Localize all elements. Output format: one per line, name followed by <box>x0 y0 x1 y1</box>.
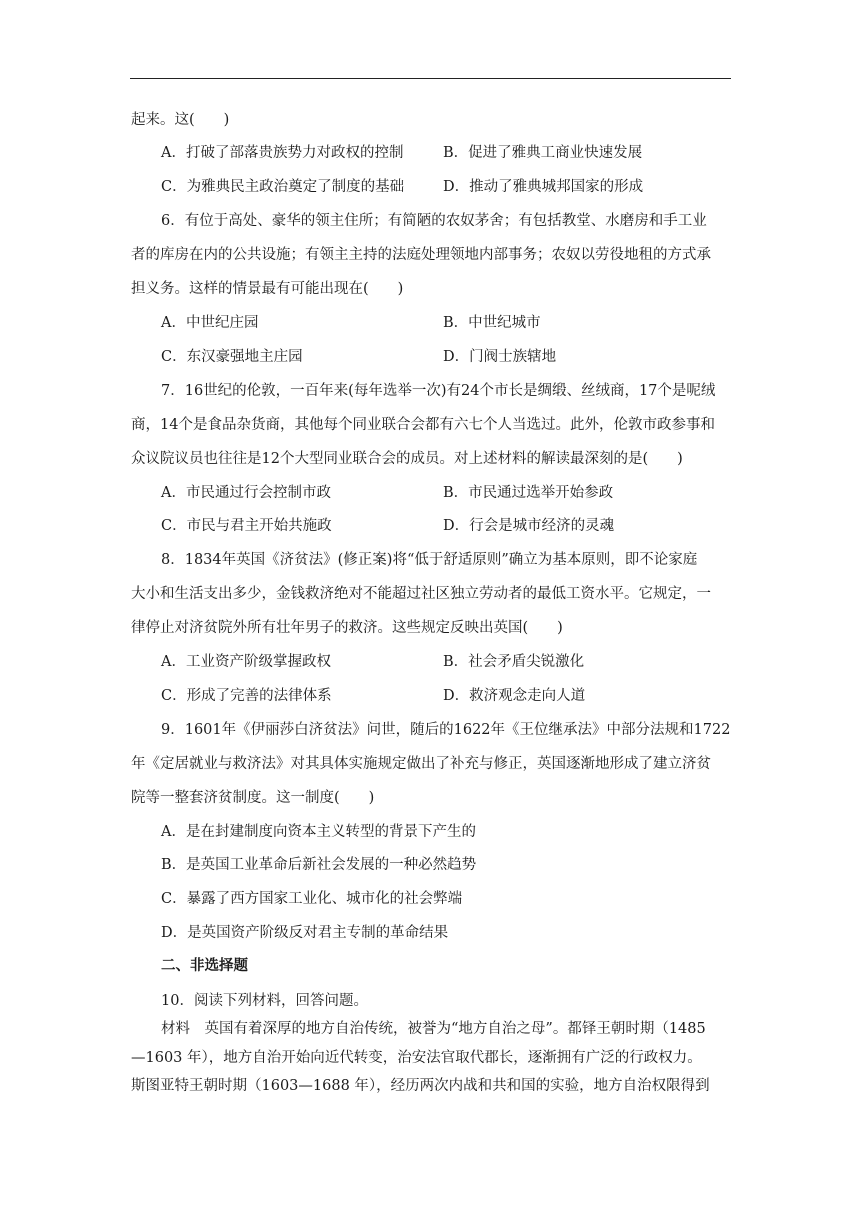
q7-option-a: A．市民通过行会控制市政 <box>161 485 331 501</box>
q9-option-c: C．暴露了西方国家工业化、城市化的社会弊端 <box>161 891 463 907</box>
q5-stem-tail: 起来。这( ) <box>131 112 230 128</box>
q10-material-line1: 材料 英国有着深厚的地方自治传统，被誉为“地方自治之母”。都铎王朝时期（1485 <box>161 1021 706 1037</box>
q6-stem-line1: 6．有位于高处、豪华的领主住所；有简陋的农奴茅舍；有包括教堂、水磨房和手工业 <box>161 213 707 229</box>
q6-stem-line2: 者的库房在内的公共设施；有领主主持的法庭处理领地内部事务；农奴以劳役地租的方式承 <box>131 247 711 263</box>
q9-stem-line3: 院等一整套济贫制度。这一制度( ) <box>131 790 375 806</box>
q7-stem-line1: 7．16世纪的伦敦，一百年来(每年选举一次)有24个市长是绸缎、丝绒商，17个是呢绒 <box>161 383 716 399</box>
q7-option-b: B．市民通过选举开始参政 <box>443 485 614 501</box>
q8-stem-line1: 8．1834年英国《济贫法》(修正案)将“低于舒适原则”确立为基本原则，即不论家庭 <box>161 552 698 568</box>
q9-stem-line1: 9．1601年《伊丽莎白济贫法》问世，随后的1622年《王位继承法》中部分法规和1722 <box>161 722 731 738</box>
q6-option-a: A．中世纪庄园 <box>161 315 259 331</box>
q5-option-d: D．推动了雅典城邦国家的形成 <box>443 179 644 195</box>
q6-option-d: D．门阀士族辖地 <box>443 349 557 365</box>
q9-option-d: D．是英国资产阶级反对君主专制的革命结果 <box>161 925 449 941</box>
q10-material-line2: —1603 年），地方自治开始向近代转变，治安法官取代郡长，逐渐拥有广泛的行政权力。 <box>131 1050 702 1066</box>
q7-stem-line2: 商，14个是食品杂货商，其他每个同业联合会都有六七个人当选过。此外，伦敦市政参事和 <box>131 417 715 433</box>
q9-option-b: B．是英国工业革命后新社会发展的一种必然趋势 <box>161 857 477 873</box>
header-rule <box>130 78 731 79</box>
q5-option-a: A．打破了部落贵族势力对政权的控制 <box>161 145 404 161</box>
q6-option-c: C．东汉豪强地主庄园 <box>161 349 303 365</box>
q9-option-a: A．是在封建制度向资本主义转型的背景下产生的 <box>161 824 476 840</box>
section-heading: 二、非选择题 <box>161 957 248 974</box>
q5-option-b: B．促进了雅典工商业快速发展 <box>443 145 643 161</box>
q7-option-d: D．行会是城市经济的灵魂 <box>443 518 615 534</box>
q10-stem: 10．阅读下列材料，回答问题。 <box>161 993 368 1009</box>
q8-option-a: A．工业资产阶级掌握政权 <box>161 654 331 670</box>
q10-material-line3: 斯图亚特王朝时期（1603—1688 年），经历两次内战和共和国的实验，地方自治权限得到 <box>131 1078 710 1094</box>
q8-option-b: B．社会矛盾尖锐激化 <box>443 654 585 670</box>
q5-option-c: C．为雅典民主政治奠定了制度的基础 <box>161 179 405 195</box>
q6-stem-line3: 担义务。这样的情景最有可能出现在( ) <box>131 281 404 297</box>
q8-option-d: D．救济观念走向人道 <box>443 688 586 704</box>
q8-stem-line3: 律停止对济贫院外所有壮年男子的救济。这些规定反映出英国( ) <box>131 620 563 636</box>
q7-option-c: C．市民与君主开始共施政 <box>161 518 332 534</box>
q8-stem-line2: 大小和生活支出多少，金钱救济绝对不能超过社区独立劳动者的最低工资水平。它规定，一 <box>131 586 711 602</box>
q6-option-b: B．中世纪城市 <box>443 315 541 331</box>
q8-option-c: C．形成了完善的法律体系 <box>161 688 332 704</box>
q7-stem-line3: 众议院议员也往往是12个大型同业联合会的成员。对上述材料的解读最深刻的是( ) <box>131 451 683 467</box>
q9-stem-line2: 年《定居就业与救济法》对其具体实施规定做出了补充与修正，英国逐渐地形成了建立济贫 <box>131 756 711 772</box>
